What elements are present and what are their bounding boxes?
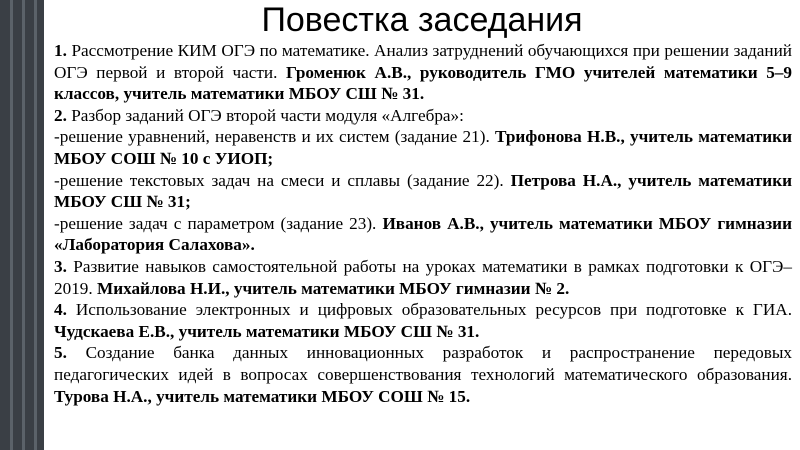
subitem-text: -решение уравнений, неравенств и их систем (задание 21). (54, 127, 496, 147)
item-text: Рассмотрение КИМ ОГЭ по математике. Анализ затруднений обучающихся при решении заданий ОГЭ первой и второй части. (54, 41, 792, 82)
item-speaker: Громенюк А.В., руководитель ГМО учителей математики 5–9 классов, учитель математики МБОУ СШ № 31. (54, 62, 792, 104)
side-bar-stripe (22, 0, 25, 450)
agenda-item-5 (54, 342, 792, 407)
page-title: Повестка заседания (261, 1, 583, 39)
subitem-speaker: Иванов А.В., учитель математики МБОУ гимназии «Лаборатория Салахова». (54, 213, 792, 255)
agenda-content (54, 40, 792, 407)
subitem-text: -решение текстовых задач на смеси и сплавы (задание 22). (54, 170, 511, 190)
agenda-item-4 (54, 299, 792, 342)
item-number: 5. (54, 343, 67, 363)
item-number: 4. (54, 300, 67, 320)
item-text: Развитие навыков самостоятельной работы на уроках математики в рамках подготовки к ОГЭ–2019. (54, 256, 792, 298)
decorative-side-bar (0, 0, 44, 450)
item-speaker: Михайлова Н.И., учитель математики МБОУ гимназии № 2. (96, 278, 570, 298)
subitem-text: -решение задач с параметром (задание 23). (54, 213, 383, 233)
agenda-subitem-3 (54, 213, 792, 256)
agenda-subitem-1 (54, 126, 792, 169)
subitem-speaker: Петрова Н.А., учитель математики МБОУ СШ № 31; (54, 170, 793, 212)
side-bar-stripe (10, 0, 13, 450)
item-text: Создание банка данных инновационных разработок и распространение передовых педагогических идей в вопросах совершенствования технологий математического образования. (54, 343, 792, 384)
item-speaker: Турова Н.А., учитель математики МБОУ СОШ № 15. (54, 386, 471, 406)
item-number: 3. (54, 256, 67, 276)
item-number: 1. (54, 41, 67, 60)
item-speaker: Чудскаева Е.В., учитель математики МБОУ СШ № 31. (54, 321, 480, 341)
side-bar-stripe (34, 0, 37, 450)
subitem-speaker: Трифонова Н.В., учитель математики МБОУ СОШ № 10 с УИОП; (54, 127, 792, 168)
item-number: 2. (54, 105, 67, 125)
agenda-item-2 (54, 105, 792, 127)
item-text: Разбор заданий ОГЭ второй части модуля «Алгебра»: (66, 105, 464, 125)
agenda-subitem-2 (54, 170, 792, 213)
agenda-item-3 (54, 256, 792, 299)
item-text: Использование электронных и цифровых образовательных ресурсов при подготовке к ГИА. (66, 300, 792, 320)
agenda-item-1 (54, 40, 792, 105)
